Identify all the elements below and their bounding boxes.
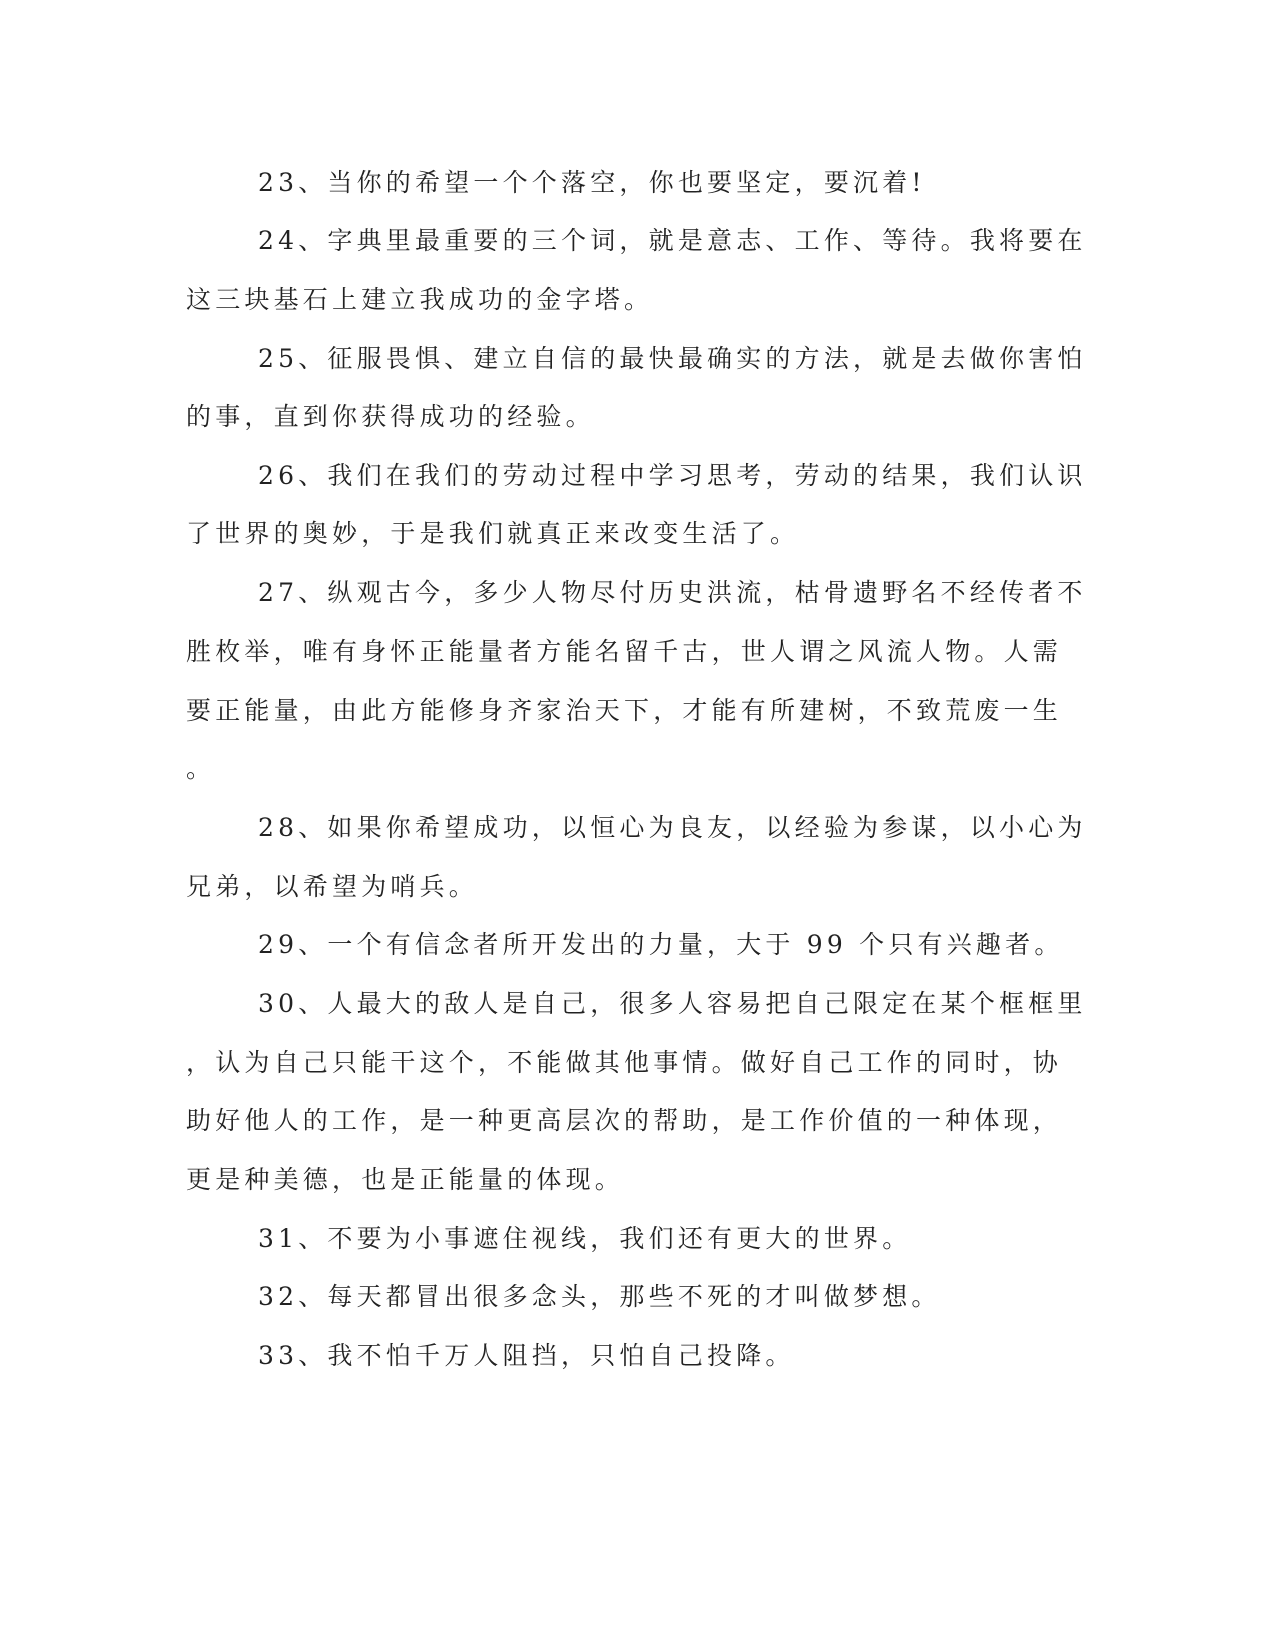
quote-25-line-1: 25、征服畏惧、建立自信的最快最确实的方法，就是去做你害怕 (258, 344, 1087, 373)
quote-28-line-1: 28、如果你希望成功，以恒心为良友，以经验为参谋，以小心为 (258, 813, 1087, 842)
quote-26-line-1: 26、我们在我们的劳动过程中学习思考，劳动的结果，我们认识 (258, 461, 1087, 490)
quote-27-line-3: 要正能量，由此方能修身齐家治天下，才能有所建树，不致荒废一生 (186, 696, 1063, 725)
quote-27-line-2: 胜枚举，唯有身怀正能量者方能名留千古，世人谓之风流人物。人需 (186, 637, 1063, 666)
quote-27-line-1: 27、纵观古今，多少人物尽付历史洪流，枯骨遗野名不经传者不 (258, 578, 1087, 607)
quote-25-line-2: 的事，直到你获得成功的经验。 (186, 402, 595, 431)
quote-30-line-4: 更是种美德，也是正能量的体现。 (186, 1165, 625, 1194)
quote-30-line-2: ，认为自己只能干这个，不能做其他事情。做好自己工作的同时，协 (186, 1048, 1063, 1077)
quote-26-line-2: 了世界的奥妙，于是我们就真正来改变生活了。 (186, 519, 800, 548)
quote-27-line-4: 。 (186, 754, 216, 783)
quote-29-line-1: 29、一个有信念者所开发出的力量，大于 99 个只有兴趣者。 (258, 930, 1064, 959)
quote-30-line-3: 助好他人的工作，是一种更高层次的帮助，是工作价值的一种体现， (186, 1106, 1063, 1135)
quote-24-line-1: 24、字典里最重要的三个词，就是意志、工作、等待。我将要在 (258, 226, 1087, 255)
quote-33-line-1: 33、我不怕千万人阻挡，只怕自己投降。 (258, 1341, 795, 1370)
quote-31-line-1: 31、不要为小事遮住视线，我们还有更大的世界。 (258, 1224, 912, 1253)
quote-23-line-1: 23、当你的希望一个个落空，你也要坚定，要沉着! (258, 168, 926, 197)
quote-32-line-1: 32、每天都冒出很多念头，那些不死的才叫做梦想。 (258, 1282, 941, 1311)
quote-30-line-1: 30、人最大的敌人是自己，很多人容易把自己限定在某个框框里 (258, 989, 1087, 1018)
quote-28-line-2: 兄弟，以希望为哨兵。 (186, 872, 479, 901)
quote-24-line-2: 这三块基石上建立我成功的金字塔。 (186, 285, 654, 314)
